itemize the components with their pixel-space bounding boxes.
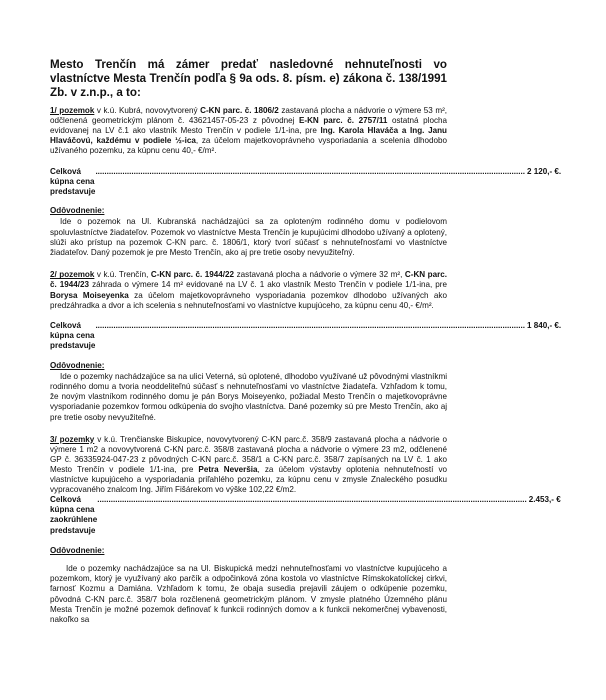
- item-3: [50, 434, 561, 625]
- item-1-justification: Ide o pozemok na Ul. Kubranská nachádzajúci sa za oploteným rodinného domu v podielovom spoluvlastníctve žiadateľov. Pozemok vo vlastníctve Mesta Trenčín je kupujúcimi dlhodobo užívaný a oplotený, slúži ako prístup na pozemok C-KN parc. č. 1806/1, ktorý tvorí súčasť s nehnuteľnosťami vo vlastníctve žiadateľov. Daný pozemok je pre Mesto Trenčín, ako aj pre tretie osoby nevyužiteľný.: [50, 217, 447, 258]
- item-3-text-4: , za účelom výstavby oplotenia nehnuteľností vo vlastníctve kupujúceho a vysporiadania priľahlého pozemku, za kúpnu cenu v zmysle Znaleckého posudku vypracovaného znalcom Ing. Jiřím Fišárekom vo výške 102,22 €/m2.: [50, 464, 447, 494]
- item-2-justification: Ide o pozemky nachádzajúce sa na ulici Veterná, sú oplotené, dlhodobo využívané už pôvodnými vlastníkmi rodinného domu a tvoria neoddeliteľnú súčasť s nehnuteľnosťami vo vlastníctve žiadateľa. Vzhľadom k tomu, že novým vlastníkom rodinného domu je pán Borys Moiseyenko, požiadal Mesto Trenčín o majetkovoprávne vysporiadanie pozemkov formou odkúpenia do svojho vlastníctva. Dané pozemky sú pre Mesto Trenčín, ako aj pre tretie osoby nevyužiteľné.: [50, 371, 447, 422]
- item-1-buyer: Ing. Karola Hlaváča a Ing. Janu Hlaváčovú, každému v podiele ½-ica: [50, 126, 447, 146]
- item-2-number: 2/ pozemok: [50, 270, 95, 280]
- item-1-price-line: [50, 166, 562, 198]
- item-2-buyer: Borysa Moiseyenka: [50, 290, 129, 300]
- item-1-text-3: ostatná plocha evidovanej na LV č.1 ako vlastník Mesto Trenčín v podiele 1/1-ina, pre: [50, 115, 447, 136]
- item-3-number: 3/ pozemky: [50, 434, 95, 444]
- item-2-parcel: C-KN parc. č. 1944/22: [150, 270, 235, 280]
- item-2-parcel-2: C-KN parc. č. 1944/23: [50, 270, 448, 290]
- item-1-parcel: C-KN parc. č. 1806/2: [200, 105, 279, 115]
- item-3-text-1: v k.ú. Trenčianske Biskupice, novovytvorený C-KN parc.č. 358/9 zastavaná plocha a nádvorie o výmere 1 m2 a novovytvorená C-KN parc.č. 358/8 zastavaná plocha a nádvorie o výmere 23 m2, odčlenené GP č. 36335924-047-23 z pôvodných C-KN parc.č. 358/1 a C-KN parc.č. 358/7 zapísaných na LV č. 1 ako Mesto Trenčín v podiele 1/1-ina, pre: [50, 434, 447, 474]
- item-1-price-dots: ...............................................................................................................................................................................................: [95, 166, 525, 176]
- item-3-justification: Ide o pozemky nachádzajúce sa na Ul. Biskupická medzi nehnuteľnosťami vo vlastníctve kupujúceho a pozemkom, ktorý je využívaný ako parčík a odpočinková zóna kostola vo vlastníctve Rímskokatolíckej cirkvi, farnosť Kozmu a Damiána. Vzhľadom k tomu, že obaja susedia prejavili záujem o odkúpenie pozemku, pôvodná C-KN parc.č. 358/7 bola rozčlenená geometrickým plánom. V zmysle platného Územného plánu Mesta Trenčín je možné pozemok definovať k funkcii rodinných domov a k funkcii nekomerčnej vybavenosti, nakoľko sa: [50, 563, 447, 624]
- item-1-text-4: , za účelom majetkovoprávneho vysporiadania a scelenia dlhodobo užívaného pozemku, za kúpnu cenu 40,- €/m².: [50, 136, 447, 156]
- item-3-price-value: 2.453,- €: [528, 494, 561, 504]
- item-2: [50, 270, 562, 423]
- item-1-description: [50, 106, 447, 157]
- item-2-justification-label: Odôvodnenie:: [50, 360, 105, 370]
- item-3-price-dots: ...............................................................................................................................................................................................: [97, 494, 527, 504]
- item-1-parcel-2: E-KN parc. č. 2757/11: [298, 115, 388, 125]
- item-2-text-4: za účelom majetkovoprávneho vysporiadania pozemkov dlhodobo užívaných ako predzáhradka a dvor a ich scelenia s nehnuteľnosťami vo vlastníctve kupujúceho, za kúpnu cenu 40,- €/m².: [50, 290, 447, 310]
- item-1-number: 1/ pozemok: [50, 105, 95, 115]
- item-2-text-2: zastavaná plocha a nádvorie o výmere 32 m²,: [234, 270, 405, 280]
- item-2-price-value: 1 840,- €.: [526, 321, 562, 331]
- item-2-price-line: [50, 321, 562, 352]
- document-heading: Mesto Trenčín má zámer predať nasledovné nehnuteľnosti vo vlastníctve Mesta Trenčín podľa § 9a ods. 8. písm. e) zákona č. 138/1991 Zb. v z.n.p., a to:: [50, 58, 447, 100]
- item-3-description: [50, 435, 447, 495]
- item-2-description: [50, 270, 447, 311]
- item-2-price-dots: ...............................................................................................................................................................................................: [95, 321, 525, 331]
- item-2-text-1: v k.ú. Trenčín,: [94, 270, 151, 280]
- item-1-price-value: 2 120,- €.: [526, 166, 562, 176]
- item-1: [50, 105, 562, 259]
- item-2-text-3: záhrada o výmere 14 m² evidované na LV č. 1 ako vlastník Mesto Trenčín v podiele 1/1-ina, pre: [89, 280, 447, 290]
- item-3-buyer: Petra Neveršia: [198, 464, 258, 474]
- item-1-text-1: v k.ú. Kubrá, novovytvorený: [94, 105, 201, 115]
- item-3-justification-label: Odôvodnenie:: [50, 545, 105, 555]
- item-1-text-2: zastavaná plocha a nádvorie o výmere 53 m², odčlenená geometrickým plánom č. 43621457-05-23 z pôvodnej: [50, 105, 448, 125]
- item-3-price-label: Celková kúpna cena zaokrúhlene predstavuje: [50, 494, 98, 535]
- item-3-price-line: [50, 494, 561, 536]
- item-1-justification-label: Odôvodnenie:: [50, 206, 105, 216]
- item-1-price-label: Celková kúpna cena predstavuje: [50, 166, 96, 197]
- item-2-price-label: Celková kúpna cena predstavuje: [50, 321, 96, 351]
